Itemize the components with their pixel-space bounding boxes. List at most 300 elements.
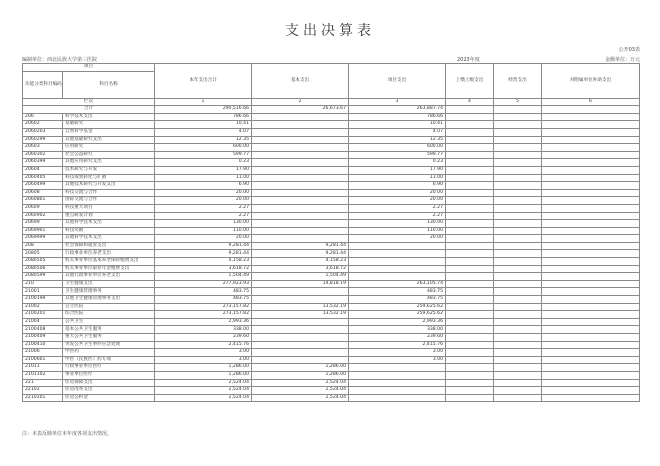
- col-header-total: 本年支出合计: [155, 64, 252, 99]
- row-project: [349, 273, 446, 281]
- row-project: 263,105.74: [349, 280, 446, 288]
- table-row: [23, 303, 640, 311]
- table-row: [23, 349, 640, 357]
- table-row: [23, 242, 640, 250]
- row-subsidy: [542, 242, 640, 250]
- row-upper: [446, 235, 494, 243]
- row-name: 卫生健康支出: [63, 280, 155, 288]
- row-code: 20805: [23, 250, 63, 258]
- row-subsidy: [542, 128, 640, 136]
- row-basic: 1,286.00: [252, 371, 349, 379]
- row-total: 1,286.00: [155, 364, 252, 372]
- row-basic: [252, 341, 349, 349]
- row-business: [494, 356, 542, 364]
- row-subsidy: [542, 235, 640, 243]
- row-basic: 13,532.19: [252, 303, 349, 311]
- row-total: 599.77: [155, 151, 252, 159]
- row-upper: [446, 212, 494, 220]
- row-code: 2080506: [23, 265, 63, 273]
- row-upper: [446, 258, 494, 266]
- col-num: 3: [349, 98, 446, 106]
- total-cell: 26,673.67: [252, 106, 349, 114]
- row-total: 6.90: [155, 182, 252, 190]
- row-project: 338.00: [349, 326, 446, 334]
- row-upper: [446, 136, 494, 144]
- row-business: [494, 128, 542, 136]
- reporting-unit: 编制单位：西北民族大学第三医院: [22, 57, 98, 63]
- row-name: 公共卫生: [63, 318, 155, 326]
- table-row: [23, 334, 640, 342]
- row-upper: [446, 326, 494, 334]
- row-total: 338.00: [155, 326, 252, 334]
- row-code: 21002: [23, 303, 63, 311]
- row-basic: [252, 182, 349, 190]
- footnote: 注：本表反映单位本年度各项支出情况。: [22, 431, 113, 437]
- row-name: 公立医院: [63, 303, 155, 311]
- row-total: 130.00: [155, 220, 252, 228]
- row-name: 机关事业单位基本养老保险缴费支出: [63, 258, 155, 266]
- row-code: 2100410: [23, 341, 63, 349]
- row-upper: [446, 334, 494, 342]
- row-basic: [252, 151, 349, 159]
- row-basic: 1,504.49: [252, 273, 349, 281]
- row-upper: [446, 288, 494, 296]
- row-subsidy: [542, 159, 640, 167]
- row-upper: [446, 220, 494, 228]
- expenditure-table: [22, 63, 640, 402]
- row-name: 科技奖励: [63, 227, 155, 235]
- row-subsidy: [542, 136, 640, 144]
- row-upper: [446, 250, 494, 258]
- row-name: 其他科学技术支出: [63, 220, 155, 228]
- row-business: [494, 136, 542, 144]
- table-row: [23, 280, 640, 288]
- total-cell: 263,887.74: [349, 106, 446, 114]
- row-name: 综合医院: [63, 311, 155, 319]
- row-basic: [252, 326, 349, 334]
- col-header-project: 项目支出: [349, 64, 446, 99]
- row-upper: [446, 204, 494, 212]
- row-total: 12.35: [155, 136, 252, 144]
- row-total: 2,524.04: [155, 387, 252, 395]
- row-business: [494, 159, 542, 167]
- row-basic: [252, 113, 349, 121]
- row-upper: [446, 379, 494, 387]
- row-project: 11.00: [349, 174, 446, 182]
- row-subsidy: [542, 227, 640, 235]
- row-project: [349, 379, 446, 387]
- row-basic: [252, 204, 349, 212]
- col-num: 5: [494, 98, 542, 106]
- row-subsidy: [542, 371, 640, 379]
- col-num: 1: [155, 98, 252, 106]
- row-basic: 4,158.23: [252, 258, 349, 266]
- row-code: 221: [23, 379, 63, 387]
- table-row: [23, 371, 640, 379]
- table-row: [23, 159, 640, 167]
- row-name: 其他应用研究支出: [63, 159, 155, 167]
- col-header-subsidy: 对附属单位补助支出: [542, 64, 640, 99]
- row-business: [494, 341, 542, 349]
- row-subsidy: [542, 318, 640, 326]
- row-project: 786.66: [349, 113, 446, 121]
- row-code: 2080599: [23, 273, 63, 281]
- row-basic: [252, 212, 349, 220]
- row-basic: 2,524.04: [252, 379, 349, 387]
- row-code: 2060302: [23, 151, 63, 159]
- col-num: 2: [252, 98, 349, 106]
- report-year: 2023年度: [457, 57, 480, 63]
- row-code: 2069999: [23, 235, 63, 243]
- row-total: 17.90: [155, 166, 252, 174]
- row-basic: [252, 121, 349, 129]
- row-basic: [252, 296, 349, 304]
- row-project: 2,993.36: [349, 318, 446, 326]
- row-code: 2060801: [23, 197, 63, 205]
- total-cell: [446, 106, 494, 114]
- row-upper: [446, 394, 494, 402]
- row-name: 基础研究: [63, 121, 155, 129]
- row-business: [494, 182, 542, 190]
- col-header-business: 经营支出: [494, 64, 542, 99]
- row-total: 239.60: [155, 334, 252, 342]
- row-subsidy: [542, 296, 640, 304]
- row-project: [349, 265, 446, 273]
- form-number: 公开03表: [618, 47, 640, 53]
- row-basic: 2,524.04: [252, 387, 349, 395]
- row-subsidy: [542, 182, 640, 190]
- row-code: 21001: [23, 288, 63, 296]
- row-upper: [446, 227, 494, 235]
- row-subsidy: [542, 166, 640, 174]
- row-project: 239.60: [349, 334, 446, 342]
- row-business: [494, 273, 542, 281]
- row-business: [494, 349, 542, 357]
- row-name: 住房改革支出: [63, 387, 155, 395]
- row-subsidy: [542, 349, 640, 357]
- row-project: 20.00: [349, 197, 446, 205]
- row-subsidy: [542, 379, 640, 387]
- row-name: 住房公积金: [63, 394, 155, 402]
- row-name: 行政事业单位医疗: [63, 364, 155, 372]
- row-business: [494, 113, 542, 121]
- row-upper: [446, 311, 494, 319]
- row-total: 10.41: [155, 121, 252, 129]
- row-total: 0.23: [155, 159, 252, 167]
- row-business: [494, 235, 542, 243]
- row-business: [494, 387, 542, 395]
- row-name: 其他基础研究支出: [63, 136, 155, 144]
- row-total: 2,415.76: [155, 341, 252, 349]
- row-business: [494, 121, 542, 129]
- row-code: 210: [23, 280, 63, 288]
- row-basic: [252, 128, 349, 136]
- row-name: 科技成果转化与扩散: [63, 174, 155, 182]
- row-code: 2060399: [23, 159, 63, 167]
- row-subsidy: [542, 311, 640, 319]
- row-name: 其他技术研究与开发支出: [63, 182, 155, 190]
- row-upper: [446, 364, 494, 372]
- row-subsidy: [542, 273, 640, 281]
- row-subsidy: [542, 258, 640, 266]
- row-total: 277,923.93: [155, 280, 252, 288]
- row-subsidy: [542, 121, 640, 129]
- row-subsidy: [542, 174, 640, 182]
- row-code: 21006: [23, 349, 63, 357]
- row-name: 机关事业单位职业年金缴费支出: [63, 265, 155, 273]
- row-upper: [446, 197, 494, 205]
- row-business: [494, 151, 542, 159]
- row-total: 273,157.82: [155, 303, 252, 311]
- total-cell: [542, 106, 640, 114]
- row-basic: 3,618.72: [252, 265, 349, 273]
- row-name: 其他行政事业单位养老支出: [63, 273, 155, 281]
- row-name: 基本公共卫生服务: [63, 326, 155, 334]
- table-row: [23, 394, 640, 402]
- row-code: 2060299: [23, 136, 63, 144]
- row-subsidy: [542, 212, 640, 220]
- row-project: 3.00: [349, 356, 446, 364]
- row-upper: [446, 387, 494, 395]
- row-subsidy: [542, 144, 640, 152]
- row-subsidy: [542, 303, 640, 311]
- table-row: [23, 364, 640, 372]
- table-row: [23, 288, 640, 296]
- table-row: [23, 387, 640, 395]
- row-subsidy: [542, 387, 640, 395]
- row-upper: [446, 189, 494, 197]
- row-total: 3,618.72: [155, 265, 252, 273]
- row-upper: [446, 151, 494, 159]
- row-name: 卫生健康管理事务: [63, 288, 155, 296]
- row-total: 11.00: [155, 174, 252, 182]
- row-basic: [252, 318, 349, 326]
- row-total: 4.07: [155, 128, 252, 136]
- row-basic: [252, 334, 349, 342]
- row-project: [349, 258, 446, 266]
- table-row: [23, 326, 640, 334]
- row-code: 2101102: [23, 371, 63, 379]
- row-subsidy: [542, 288, 640, 296]
- row-basic: [252, 288, 349, 296]
- row-name: 重点研发计划: [63, 212, 155, 220]
- row-project: 2.27: [349, 204, 446, 212]
- row-project: 3.00: [349, 349, 446, 357]
- row-business: [494, 220, 542, 228]
- row-code: 22102: [23, 387, 63, 395]
- row-project: 10.41: [349, 121, 446, 129]
- table-row: [23, 144, 640, 152]
- row-business: [494, 288, 542, 296]
- row-project: 12.35: [349, 136, 446, 144]
- row-code: 2100601: [23, 356, 63, 364]
- col-label: 栏次: [23, 98, 155, 106]
- row-subsidy: [542, 326, 640, 334]
- row-project: 6.90: [349, 182, 446, 190]
- row-basic: [252, 144, 349, 152]
- row-name: 事业单位医疗: [63, 371, 155, 379]
- row-total: 4,158.23: [155, 258, 252, 266]
- row-total: 2,993.36: [155, 318, 252, 326]
- row-upper: [446, 242, 494, 250]
- row-subsidy: [542, 394, 640, 402]
- row-upper: [446, 280, 494, 288]
- row-business: [494, 296, 542, 304]
- table-row: [23, 128, 640, 136]
- col-num: 4: [446, 98, 494, 106]
- row-name: 其他科学技术支出: [63, 235, 155, 243]
- row-project: 483.75: [349, 288, 446, 296]
- table-row: [23, 189, 640, 197]
- row-basic: 9,281.44: [252, 250, 349, 258]
- table-row: [23, 182, 640, 190]
- table-row: [23, 341, 640, 349]
- row-name: 科学技术支出: [63, 113, 155, 121]
- row-total: 9,281.44: [155, 250, 252, 258]
- page-title: 支出决算表: [285, 23, 375, 39]
- row-business: [494, 204, 542, 212]
- row-code: 206: [23, 113, 63, 121]
- row-code: 2060203: [23, 128, 63, 136]
- row-upper: [446, 144, 494, 152]
- row-subsidy: [542, 189, 640, 197]
- table-row: [23, 227, 640, 235]
- table-row: [23, 318, 640, 326]
- row-code: 2210201: [23, 394, 63, 402]
- row-business: [494, 379, 542, 387]
- table-row: [23, 212, 640, 220]
- row-project: 599.77: [349, 151, 446, 159]
- row-code: 20602: [23, 121, 63, 129]
- row-total: 483.75: [155, 296, 252, 304]
- row-project: [349, 242, 446, 250]
- row-name: 突发公共卫生事件应急处理: [63, 341, 155, 349]
- row-business: [494, 303, 542, 311]
- row-name: 自然科学基金: [63, 128, 155, 136]
- row-business: [494, 326, 542, 334]
- row-name: 中医药: [63, 349, 155, 357]
- table-row: [23, 250, 640, 258]
- row-total: 273,157.82: [155, 311, 252, 319]
- row-business: [494, 189, 542, 197]
- row-upper: [446, 182, 494, 190]
- row-project: [349, 250, 446, 258]
- row-total: 20.00: [155, 189, 252, 197]
- row-project: 2.27: [349, 212, 446, 220]
- row-project: 110.00: [349, 227, 446, 235]
- row-basic: [252, 227, 349, 235]
- row-basic: [252, 349, 349, 357]
- row-code: 20603: [23, 144, 63, 152]
- row-code: 2100409: [23, 334, 63, 342]
- row-total: 9,281.44: [155, 242, 252, 250]
- table-row: [23, 136, 640, 144]
- row-project: 2,415.76: [349, 341, 446, 349]
- row-total: 1,504.49: [155, 273, 252, 281]
- row-total: 3.00: [155, 356, 252, 364]
- table-row: [23, 166, 640, 174]
- row-basic: [252, 197, 349, 205]
- row-business: [494, 364, 542, 372]
- row-total: 20.00: [155, 235, 252, 243]
- row-business: [494, 242, 542, 250]
- row-code: 2060902: [23, 212, 63, 220]
- row-total: 483.75: [155, 288, 252, 296]
- row-upper: [446, 166, 494, 174]
- row-total: 1,286.00: [155, 371, 252, 379]
- row-basic: 2,524.04: [252, 394, 349, 402]
- row-basic: [252, 166, 349, 174]
- total-label: 合计: [23, 106, 155, 114]
- row-project: 0.23: [349, 159, 446, 167]
- row-code: 20699: [23, 220, 63, 228]
- row-name: 应用研究: [63, 144, 155, 152]
- row-project: 4.07: [349, 128, 446, 136]
- row-basic: [252, 159, 349, 167]
- row-total: 2.27: [155, 204, 252, 212]
- row-business: [494, 174, 542, 182]
- row-project: 130.00: [349, 220, 446, 228]
- row-project: 259,625.62: [349, 303, 446, 311]
- row-basic: 14,818.19: [252, 280, 349, 288]
- row-code: 21004: [23, 318, 63, 326]
- row-code: 2069901: [23, 227, 63, 235]
- row-code: 20608: [23, 189, 63, 197]
- table-row: [23, 197, 640, 205]
- table-row: [23, 235, 640, 243]
- row-business: [494, 227, 542, 235]
- row-code: 2100201: [23, 311, 63, 319]
- row-subsidy: [542, 250, 640, 258]
- project-header: 项目: [23, 64, 155, 72]
- row-project: [349, 387, 446, 395]
- row-business: [494, 166, 542, 174]
- col-header-basic: 基本支出: [252, 64, 349, 99]
- row-code: 2080505: [23, 258, 63, 266]
- row-upper: [446, 349, 494, 357]
- row-total: 786.66: [155, 113, 252, 121]
- table-row: [23, 311, 640, 319]
- row-subsidy: [542, 356, 640, 364]
- table-row: [23, 265, 640, 273]
- row-business: [494, 258, 542, 266]
- col-num: 6: [542, 98, 640, 106]
- row-business: [494, 265, 542, 273]
- row-total: 2.27: [155, 212, 252, 220]
- row-project: 20.00: [349, 235, 446, 243]
- row-business: [494, 318, 542, 326]
- row-business: [494, 144, 542, 152]
- row-upper: [446, 296, 494, 304]
- col-header-upper: 上缴上级支出: [446, 64, 494, 99]
- table-row: [23, 121, 640, 129]
- row-basic: 13,532.19: [252, 311, 349, 319]
- table-row: [23, 151, 640, 159]
- row-project: [349, 364, 446, 372]
- row-business: [494, 250, 542, 258]
- row-upper: [446, 273, 494, 281]
- row-name: 其他卫生健康管理事务支出: [63, 296, 155, 304]
- row-subsidy: [542, 204, 640, 212]
- row-subsidy: [542, 220, 640, 228]
- row-project: [349, 394, 446, 402]
- row-name: 技术研究与开发: [63, 166, 155, 174]
- row-upper: [446, 113, 494, 121]
- row-basic: 9,281.44: [252, 242, 349, 250]
- row-subsidy: [542, 341, 640, 349]
- row-code: 20604: [23, 166, 63, 174]
- row-code: 2060499: [23, 182, 63, 190]
